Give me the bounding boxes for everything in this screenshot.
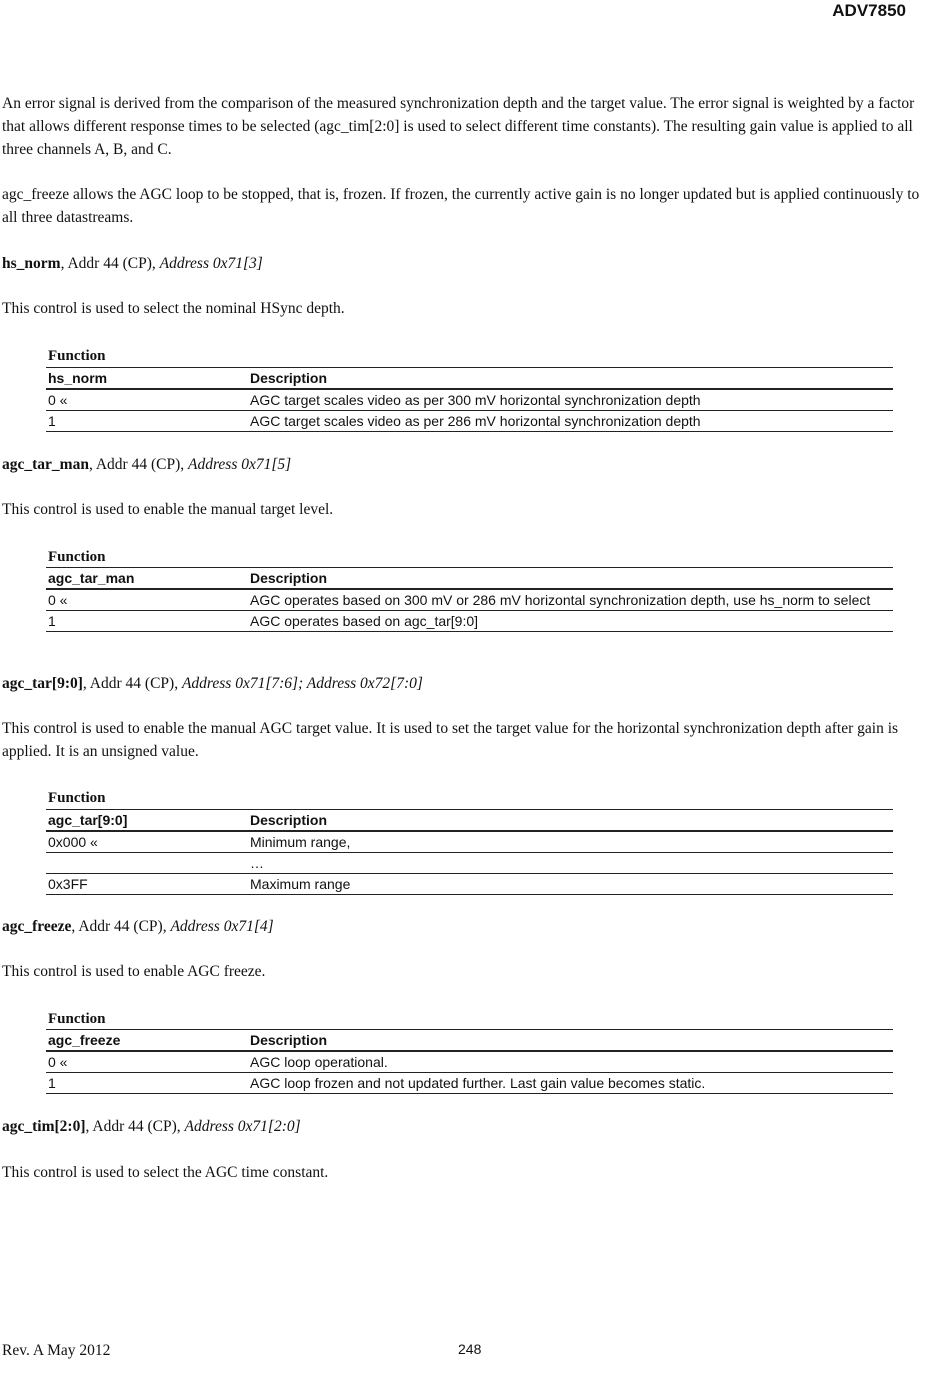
register-name: hs_norm [2,255,61,272]
table-row [46,1051,893,1073]
column-header-value: agc_tar_man [46,568,248,590]
intro-paragraph-1: An error signal is derived from the comparison of the measured synchronization depth and the target value. The error signal is weighted by a factor that allows different response times to be selected (agc_tim[2:0] is used to select different time constants). The resulting gain value is applied to all three channels A, B, and C. [2,95,915,158]
register-heading-agc-freeze [2,917,274,937]
register-addr: , Addr 44 (CP), [85,1118,185,1135]
document-title: ADV7850 [832,1,906,20]
register-name: agc_tar[9:0] [2,675,83,692]
register-heading-agc-tar [2,674,423,694]
table-row [46,411,893,432]
function-table-agc-tar [46,809,893,895]
function-label: Function [48,1011,106,1027]
register-address: Address 0x71[2:0] [184,1118,301,1135]
column-header-description: Description [248,368,893,390]
cell-value: 0 « [46,589,248,611]
register-description-agc-tar-man: This control is used to enable the manual target level. [2,501,334,518]
cell-value: 1 [46,1073,248,1094]
cell-description: AGC operates based on 300 mV or 286 mV horizontal synchronization depth, use hs_norm to select [248,589,893,611]
table-row [46,853,893,874]
cell-description: Minimum range, [248,831,893,853]
cell-description: AGC loop operational. [248,1051,893,1073]
table-row [46,1073,893,1094]
function-label: Function [48,348,106,364]
register-addr: , Addr 44 (CP), [71,918,171,935]
register-name: agc_freeze [2,918,72,935]
register-description-hs-norm: This control is used to select the nominal HSync depth. [2,300,345,317]
register-address: Address 0x71[3] [159,255,263,272]
cell-value: 1 [46,411,248,432]
register-name: agc_tim[2:0] [2,1118,86,1135]
table-row [46,589,893,611]
table-row [46,611,893,632]
function-label: Function [48,549,106,565]
register-address: Address 0x71[7:6]; Address 0x72[7:0] [181,675,423,692]
function-label: Function [48,790,106,806]
register-heading-agc-tim [2,1117,301,1137]
footer-page-number: 248 [458,1341,482,1357]
register-description-agc-freeze: This control is used to enable AGC freeze. [2,963,266,980]
register-address: Address 0x71[5] [188,456,292,473]
table-row [46,874,893,895]
footer-revision: Rev. A May 2012 [2,1342,111,1359]
register-description-agc-tar: This control is used to enable the manual AGC target value. It is used to set the target value for the horizontal synchronization depth after gain is applied. It is an unsigned value. [2,720,899,760]
column-header-value: agc_tar[9:0] [46,810,248,832]
cell-value [46,853,248,874]
cell-value: 0 « [46,389,248,411]
column-header-description: Description [248,568,893,590]
table-row [46,831,893,853]
cell-value: 0x000 « [46,831,248,853]
intro-paragraph-2: agc_freeze allows the AGC loop to be stopped, that is, frozen. If frozen, the currently active gain is no longer updated but is applied continuously to all three datastreams. [2,186,920,226]
column-header-description: Description [248,810,893,832]
function-table-hs-norm [46,367,893,432]
register-description-agc-tim: This control is used to select the AGC time constant. [2,1164,329,1181]
cell-description: AGC target scales video as per 286 mV horizontal synchronization depth [248,411,893,432]
table-row [46,389,893,411]
column-header-value: agc_freeze [46,1030,248,1052]
cell-value: 1 [46,611,248,632]
column-header-value: hs_norm [46,368,248,390]
register-address: Address 0x71[4] [170,918,274,935]
cell-value: 0x3FF [46,874,248,895]
cell-value: 0 « [46,1051,248,1073]
cell-description: AGC loop frozen and not updated further. Last gain value becomes static. [248,1073,893,1094]
cell-description: … [248,853,893,874]
register-heading-agc-tar-man [2,455,291,475]
cell-description: AGC target scales video as per 300 mV horizontal synchronization depth [248,389,893,411]
function-table-agc-freeze [46,1029,893,1094]
cell-description: AGC operates based on agc_tar[9:0] [248,611,893,632]
register-name: agc_tar_man [2,456,89,473]
register-addr: , Addr 44 (CP), [82,675,182,692]
function-table-agc-tar-man [46,567,893,632]
register-heading-hs-norm [2,254,263,274]
column-header-description: Description [248,1030,893,1052]
register-addr: , Addr 44 (CP), [88,456,188,473]
cell-description: Maximum range [248,874,893,895]
register-addr: , Addr 44 (CP), [60,255,160,272]
